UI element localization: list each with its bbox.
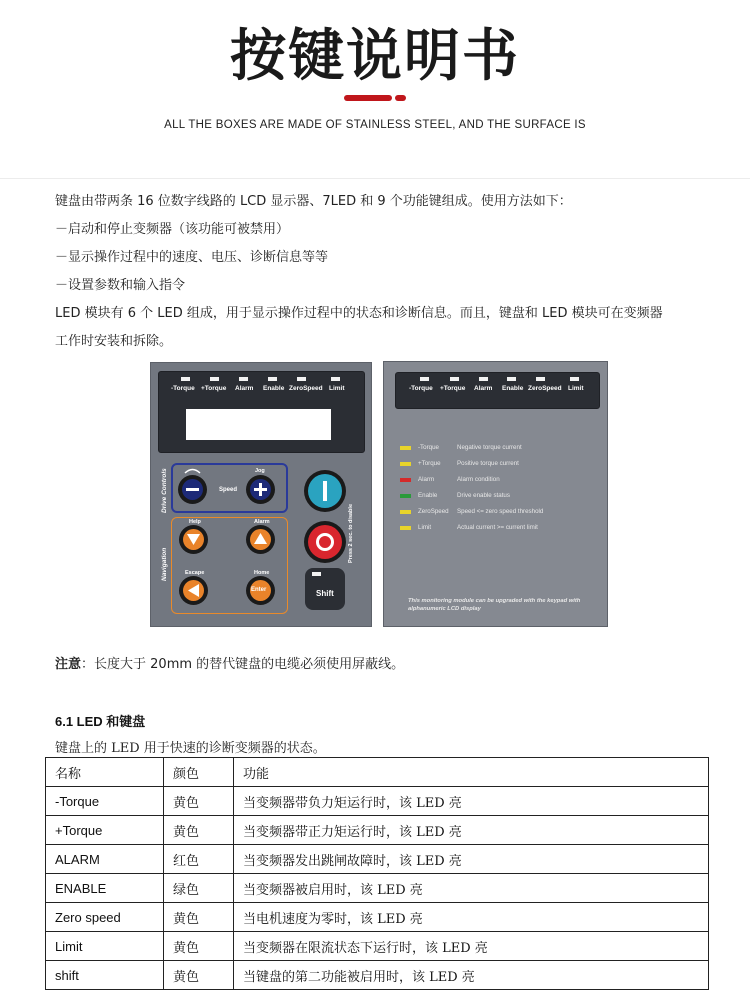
table-cell: ALARM [46, 845, 164, 874]
help-label: Help [189, 519, 201, 525]
led-label: Limit [329, 385, 345, 392]
table-header: 颜色 [164, 758, 234, 787]
led-indicator [239, 377, 248, 381]
led-label: +Torque [201, 385, 227, 392]
led-label: Limit [568, 385, 584, 392]
intro-line: 键盘由带两条 16 位数字线路的 LCD 显示器、7LED 和 9 个功能键组成。使用方法如下： [55, 194, 572, 209]
stop-hint: Press 2 sec. to disable [348, 503, 354, 563]
jog-label: Jog [255, 468, 265, 474]
table-cell: 黄色 [164, 816, 234, 845]
title-underline-dot [395, 95, 406, 101]
table-cell: 黄色 [164, 961, 234, 990]
enter-key [246, 576, 275, 605]
legend-name: Alarm [418, 476, 435, 483]
title-underline-accent [344, 95, 392, 101]
led-indicator [181, 377, 190, 381]
led-label: -Torque [409, 385, 433, 392]
table-row [46, 787, 709, 816]
note-label: 注意 [55, 657, 82, 672]
table-cell: 红色 [164, 845, 234, 874]
led-label: Alarm [474, 385, 493, 392]
led-indicator [420, 377, 429, 381]
speed-down-key [178, 475, 207, 504]
page-subtitle: ALL THE BOXES ARE MADE OF STAINLESS STEEL, AND THE SURFACE IS [164, 119, 586, 131]
table-cell: 黄色 [164, 932, 234, 961]
table-cell: Zero speed [46, 903, 164, 932]
arrow-left-icon [188, 584, 199, 597]
table-cell: 黄色 [164, 787, 234, 816]
led-module-image [383, 361, 608, 627]
led-label: +Torque [440, 385, 466, 392]
led-indicator [210, 377, 219, 381]
led-indicator [331, 377, 340, 381]
section-description: 键盘上的 LED 用于快速的诊断变频器的状态。 [55, 741, 326, 756]
arrow-down-icon [187, 534, 200, 545]
led-label: Enable [263, 385, 285, 392]
led-label: -Torque [171, 385, 195, 392]
run-key [304, 470, 346, 512]
intro-line: －启动和停止变频器（该功能可被禁用） [55, 222, 290, 237]
table-header: 功能 [234, 758, 709, 787]
shift-key [305, 568, 345, 610]
group-label-drive: Drive Controls [161, 468, 168, 513]
table-row [46, 845, 709, 874]
legend-desc: Speed <= zero speed threshold [457, 508, 544, 515]
table-cell: 当变频器带负力矩运行时，该 LED 亮 [234, 787, 709, 816]
legend-color [400, 462, 411, 466]
legend-name: ZeroSpeed [418, 508, 449, 515]
led-indicator [479, 377, 488, 381]
intro-line: －设置参数和输入指令 [55, 278, 186, 293]
table-row [46, 932, 709, 961]
table-cell: +Torque [46, 816, 164, 845]
legend-desc: Negative torque current [457, 444, 522, 451]
legend-desc: Alarm condition [457, 476, 500, 483]
alarm-up-key [246, 525, 275, 554]
lcd-screen [186, 409, 331, 440]
table-cell: 当键盘的第二功能被启用时，该 LED 亮 [234, 961, 709, 990]
shift-led [312, 572, 321, 576]
table-cell: 当电机速度为零时，该 LED 亮 [234, 903, 709, 932]
led-label: ZeroSpeed [289, 385, 323, 392]
led-label: Alarm [235, 385, 254, 392]
escape-left-key [179, 576, 208, 605]
alarm-key-label: Alarm [254, 519, 270, 525]
table-cell: ENABLE [46, 874, 164, 903]
table-cell: shift [46, 961, 164, 990]
table-cell: 当变频器在限流状态下运行时，该 LED 亮 [234, 932, 709, 961]
legend-color [400, 526, 411, 530]
section-heading: 6.1 LED 和键盘 [55, 714, 146, 729]
led-indicator [450, 377, 459, 381]
note-text: ：长度大于 20mm 的替代键盘的电缆必须使用屏蔽线。 [81, 657, 405, 672]
table-cell: 当变频器带正力矩运行时，该 LED 亮 [234, 816, 709, 845]
legend-color [400, 494, 411, 498]
legend-name: Limit [418, 524, 432, 531]
table-row [46, 874, 709, 903]
run-icon [323, 481, 327, 501]
speed-label: Speed [219, 487, 238, 493]
help-down-key [179, 525, 208, 554]
table-cell: 当变频器发出跳闸故障时，该 LED 亮 [234, 845, 709, 874]
led-label: ZeroSpeed [528, 385, 562, 392]
legend-color [400, 446, 411, 450]
legend-desc: Drive enable status [457, 492, 510, 499]
legend-desc: Actual current >= current limit [457, 524, 538, 531]
legend-name: -Torque [418, 444, 439, 451]
page-title: 按键说明书 [230, 24, 520, 89]
legend-color [400, 510, 411, 514]
enter-label: Enter [251, 587, 267, 593]
table-cell: 黄色 [164, 903, 234, 932]
led-indicator [297, 377, 306, 381]
shift-label: Shift [316, 589, 334, 598]
table-header-row [46, 758, 709, 787]
table-row [46, 961, 709, 990]
table-cell: Limit [46, 932, 164, 961]
table-cell: 当变频器被启用时，该 LED 亮 [234, 874, 709, 903]
plus-icon [254, 483, 267, 496]
table-row [46, 903, 709, 932]
speed-up-key [246, 475, 275, 504]
intro-line: 工作时安装和拆除。 [55, 334, 173, 349]
escape-label: Escape [185, 570, 205, 576]
arrow-up-icon [254, 533, 267, 544]
arc-icon [184, 467, 201, 474]
table-cell: 绿色 [164, 874, 234, 903]
module-footnote: This monitoring module can be upgraded with the keypad with [408, 598, 581, 604]
legend-name: +Torque [418, 460, 441, 467]
module-footnote: alphanumeric LCD display [408, 606, 481, 612]
led-indicator [507, 377, 516, 381]
led-label: Enable [502, 385, 524, 392]
intro-line: －显示操作过程中的速度、电压、诊断信息等等 [55, 250, 329, 265]
led-table [45, 757, 709, 990]
home-label: Home [254, 570, 270, 576]
led-indicator [570, 377, 579, 381]
note [55, 653, 404, 672]
group-label-navigation: Navigation [161, 547, 168, 581]
divider [0, 178, 750, 179]
intro-line: LED 模块有 6 个 LED 组成，用于显示操作过程中的状态和诊断信息。而且，键盘和 LED 模块可在变频器 [55, 306, 663, 321]
led-indicator [268, 377, 277, 381]
stop-key [304, 521, 346, 563]
legend-color [400, 478, 411, 482]
legend-desc: Positive torque current [457, 460, 519, 467]
legend-name: Enable [418, 492, 438, 499]
table-cell: -Torque [46, 787, 164, 816]
table-header: 名称 [46, 758, 164, 787]
stop-icon [315, 532, 335, 552]
led-indicator [536, 377, 545, 381]
minus-icon [186, 488, 199, 491]
keypad-image [150, 362, 372, 627]
table-row [46, 816, 709, 845]
